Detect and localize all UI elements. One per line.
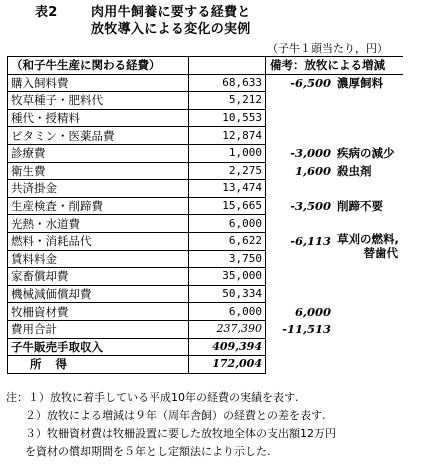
table-header-row xyxy=(8,57,404,75)
row-note xyxy=(334,215,403,233)
row-item: 光熱・水道費 xyxy=(8,215,189,233)
row-diff: -3,500 xyxy=(290,199,331,214)
row-note xyxy=(334,268,403,286)
row-value: 3,750 xyxy=(189,250,266,268)
row-diff xyxy=(266,215,335,233)
unit-label: （子牛１頭当たり，円） xyxy=(267,42,388,55)
row-value: 6,000 xyxy=(189,215,266,233)
row-note: 殺虫剤 xyxy=(337,163,372,178)
total-diff: -11,513 xyxy=(282,322,331,337)
row-note: 濃厚飼料 xyxy=(337,76,383,91)
row-note xyxy=(334,232,403,267)
row-value: 68,633 xyxy=(189,74,266,92)
title-line-1: 肉用牛飼養に要する経費と xyxy=(91,5,251,20)
row-note-line-2: 替歯代 xyxy=(363,246,398,261)
table-row xyxy=(8,127,404,145)
row-item: 生産検査・削蹄費 xyxy=(8,197,189,215)
row-diff xyxy=(266,92,335,110)
sales-row xyxy=(8,338,404,356)
row-value: 1,000 xyxy=(189,144,266,162)
header-item: （和子牛生産に関わる経費） xyxy=(8,57,189,75)
row-diff xyxy=(266,180,335,198)
table-row xyxy=(8,285,404,303)
row-note xyxy=(334,127,403,145)
row-item: 賃料料金 xyxy=(8,250,189,268)
row-diff: -6,500 xyxy=(290,76,331,91)
row-value: 2,275 xyxy=(189,162,266,180)
footnote: 注：１）放牧に着手している平成10年の経費の実績を表す. xyxy=(6,391,299,404)
footnotes xyxy=(6,389,422,461)
row-diff xyxy=(266,127,335,145)
row-note xyxy=(334,92,403,110)
row-item: 診療費 xyxy=(8,144,189,162)
row-note xyxy=(334,303,403,321)
total-item: 費用合計 xyxy=(8,320,189,338)
footnote: ２）放牧による増減は９年（周年舎飼）の経費との差を表す. xyxy=(25,409,326,422)
table-number: 表2 xyxy=(35,5,58,20)
table-row xyxy=(8,232,404,250)
row-note-line-1: 草刈の燃料, xyxy=(337,232,399,247)
row-item: 機械減価償却費 xyxy=(8,285,189,303)
table-row xyxy=(8,303,404,321)
footnote: を資材の償却期間を５年とし定額法により示した. xyxy=(25,445,271,458)
row-item: 種代・授精料 xyxy=(8,109,189,127)
table-row xyxy=(8,197,404,215)
row-item: ビタミン・医薬品費 xyxy=(8,127,189,145)
row-diff xyxy=(266,250,335,268)
row-value: 15,665 xyxy=(189,197,266,215)
row-value: 13,474 xyxy=(189,180,266,198)
row-note xyxy=(334,109,403,127)
table-title xyxy=(35,4,251,38)
row-value: 6,622 xyxy=(189,232,266,250)
sales-item: 子牛販売手取収入 xyxy=(8,338,189,356)
total-note xyxy=(334,320,403,338)
row-note xyxy=(334,180,403,198)
row-value: 5,212 xyxy=(189,92,266,110)
row-diff xyxy=(266,285,335,303)
row-note: 疾病の減少 xyxy=(337,146,395,161)
table-row xyxy=(8,162,404,180)
row-value: 35,000 xyxy=(189,268,266,286)
table-row xyxy=(8,144,404,162)
total-value: 237,390 xyxy=(189,320,266,338)
row-note xyxy=(334,285,403,303)
income-row xyxy=(8,356,404,374)
table-row xyxy=(8,215,404,233)
table-row xyxy=(8,74,404,92)
income-value: 172,004 xyxy=(189,356,266,374)
row-diff xyxy=(266,268,335,286)
row-item: 牧草種子・肥料代 xyxy=(8,92,189,110)
footnote: ３）牧柵資材費は牧柵設置に要した放牧地全体の支出額12万円 xyxy=(25,427,336,440)
table-row xyxy=(8,109,404,127)
row-value: 10,553 xyxy=(189,109,266,127)
row-diff: 6,000 xyxy=(294,304,331,319)
sales-value: 409,394 xyxy=(189,338,266,356)
title-line-2: 放牧導入による変化の実例 xyxy=(91,22,251,37)
row-item: 衛生費 xyxy=(8,162,189,180)
table-row xyxy=(8,268,404,286)
income-blank xyxy=(266,356,404,374)
row-diff: 1,600 xyxy=(294,163,331,178)
row-value: 50,334 xyxy=(189,285,266,303)
row-item: 共済掛金 xyxy=(8,180,189,198)
cost-table xyxy=(7,56,403,374)
row-diff: -6,113 xyxy=(290,234,331,249)
table-row xyxy=(8,92,404,110)
row-item: 燃料・消耗品代 xyxy=(8,232,189,250)
row-note: 削蹄不要 xyxy=(337,199,383,214)
row-diff: -3,000 xyxy=(290,146,331,161)
header-note: 備考：放牧による増減 xyxy=(266,57,404,75)
total-row xyxy=(8,320,404,338)
row-item: 購入飼料費 xyxy=(8,74,189,92)
row-item: 牧柵資材費 xyxy=(8,303,189,321)
income-item: 所得 xyxy=(8,356,189,374)
header-value xyxy=(189,57,266,75)
row-item: 家畜償却費 xyxy=(8,268,189,286)
row-value: 12,874 xyxy=(189,127,266,145)
row-diff xyxy=(266,109,335,127)
table-row xyxy=(8,180,404,198)
row-value: 6,000 xyxy=(189,303,266,321)
sales-blank xyxy=(266,338,404,356)
